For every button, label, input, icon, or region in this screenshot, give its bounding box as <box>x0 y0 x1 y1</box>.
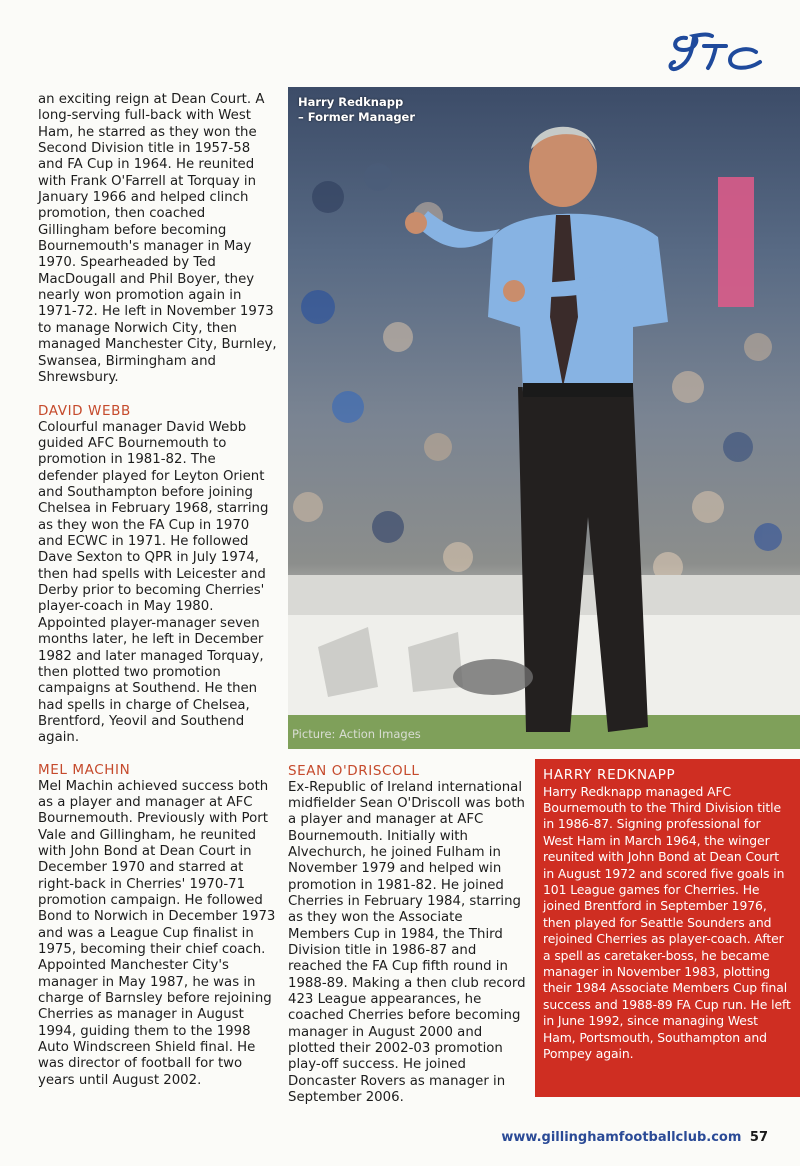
machin-heading: MEL MACHIN <box>38 762 131 778</box>
odriscoll-heading: SEAN O'DRISCOLL <box>288 763 420 779</box>
redknapp-heading: HARRY REDKNAPP <box>543 767 676 783</box>
machin-section <box>38 762 278 1089</box>
intro-paragraph: an exciting reign at Dean Court. A long-serving full-back with West Ham, he starred as they won the Second Division title in 1957-58 and FA Cup in 1964. He reunited with Frank O'Farrell at Torquay in January 1966 and helped clinch promotion, then coached Gillingham before becoming Bournemouth's manager in May 1970. Spearheaded by Ted MacDougall and Phil Boyer, they nearly won promotion again in 1971-72. He left in November 1973 to manage Norwich City, then managed Manchester City, Burnley, Swansea, Birmingham and Shrewsbury. <box>38 92 277 385</box>
left-column-top <box>38 92 278 747</box>
photo-caption-role: – Former Manager <box>298 110 416 124</box>
website-url: www.gillinghamfootballclub.com <box>501 1130 742 1145</box>
redknapp-photo <box>288 87 800 749</box>
page-footer <box>501 1130 768 1145</box>
redknapp-box <box>535 759 800 1097</box>
odriscoll-section <box>288 763 528 1106</box>
odriscoll-paragraph: Ex-Republic of Ireland international midfielder Sean O'Driscoll was both a player and manager at AFC Bournemouth. Initially with Alvechurch, he joined Fulham in November 1979 and helped win promotion in 1981-82. He joined Cherries in February 1984, starring as they won the Associate Members Cup in 1984, the Third Division title in 1986-87 and reached the FA Cup fifth round in 1988-89. Making a then club record 423 League appearances, he coached Cherries before becoming manager in August 2000 and plotted their 2002-03 promotion play-off success. He joined Doncaster Rovers as manager in September 2006. <box>288 779 526 1106</box>
redknapp-paragraph: Harry Redknapp managed AFC Bournemouth to the Third Division title in 1986-87. Signing professional for West Ham in March 1964, the winger reunited with John Bond at Dean Court in August 1972 and scored five goals in 101 League games for Cherries. He joined Brentford in September 1976, then played for Seattle Sounders and rejoined Cherries as player-coach. After a spell as caretaker-boss, he became manager in November 1983, plotting their 1984 Associate Members Cup final success and 1988-89 FA Cup run. He left in June 1992, since managing West Ham, Portsmouth, Southampton and Pompey again. <box>543 783 791 1061</box>
photo-credit: Picture: Action Images <box>292 727 421 741</box>
webb-paragraph: Colourful manager David Webb guided AFC Bournemouth to promotion in 1981-82. The defender played for Leyton Orient and Southampton before joining Chelsea in February 1968, starring as they won the FA Cup in 1970 and ECWC in 1971. He followed Dave Sexton to QPR in July 1974, then had spells with Leicester and Derby prior to becoming Cherries' player-coach in May 1980. Appointed player-manager seven months later, he left in December 1982 and later managed Torquay, then plotted two promotion campaigns at Southend. He then had spells in charge of Chelsea, Brentford, Yeovil and Southend again. <box>38 419 269 746</box>
club-logo <box>664 16 768 76</box>
photo-caption <box>298 95 415 125</box>
machin-paragraph: Mel Machin achieved success both as a player and manager at AFC Bournemouth. Previously with Port Vale and Gillingham, he reunited with John Bond at Dean Court in December 1970 and starred at right-back in Cherries' 1970-71 promotion campaign. He followed Bond to Norwich in December 1973 and was a League Cup finalist in 1975, becoming their chief coach. Appointed Manchester City's manager in May 1987, he was in charge of Barnsley before rejoining Cherries as manager in August 1994, guiding them to the 1998 Auto Windscreen Shield final. He was director of football for two years until August 2002. <box>38 778 276 1088</box>
webb-heading: DAVID WEBB <box>38 403 131 420</box>
page-number: 57 <box>749 1130 768 1145</box>
photo-caption-name: Harry Redknapp <box>298 95 404 109</box>
logo-text: gfc <box>664 16 666 17</box>
